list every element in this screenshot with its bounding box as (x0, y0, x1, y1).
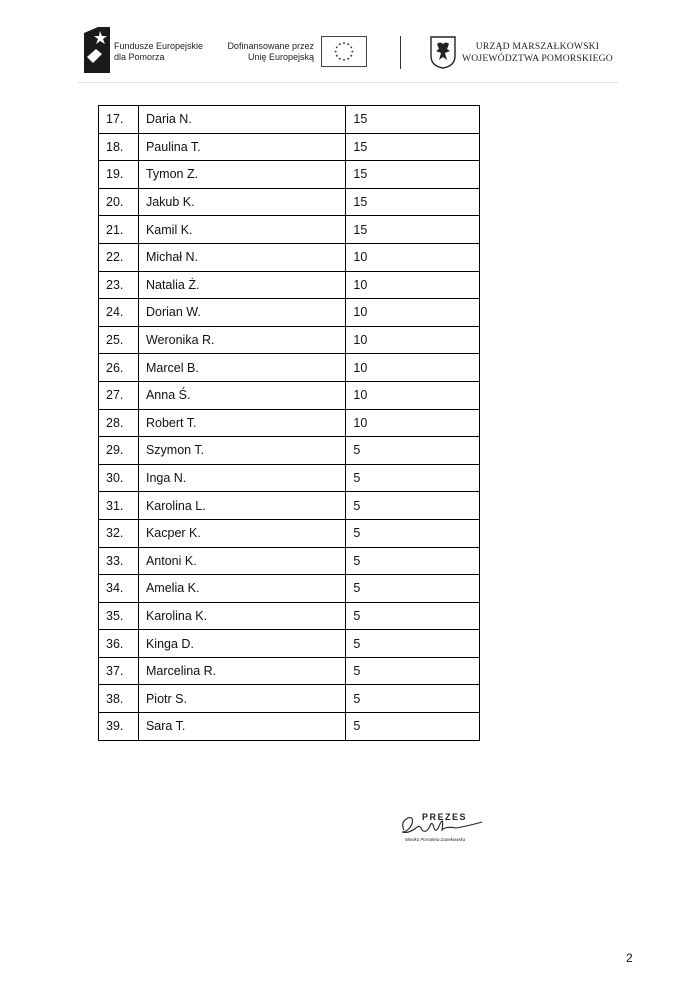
points-value: 15 (346, 106, 480, 134)
row-number: 38. (99, 685, 139, 713)
participant-name: Michał N. (138, 243, 345, 271)
row-number: 33. (99, 547, 139, 575)
participant-name: Marcelina R. (138, 657, 345, 685)
table-row (99, 271, 480, 299)
fundusze-europejskie-text (114, 41, 203, 63)
row-number: 36. (99, 630, 139, 658)
points-value: 10 (346, 381, 480, 409)
participant-name: Antoni K. (138, 547, 345, 575)
participant-name: Kacper K. (138, 519, 345, 547)
row-number: 30. (99, 464, 139, 492)
row-number: 18. (99, 133, 139, 161)
points-value: 15 (346, 161, 480, 189)
table-row (99, 657, 480, 685)
fundusze-europejskie-logo-icon (84, 27, 110, 73)
row-number: 31. (99, 492, 139, 520)
row-number: 20. (99, 188, 139, 216)
participant-name: Amelia K. (138, 575, 345, 603)
points-value: 5 (346, 437, 480, 465)
participant-name: Sara T. (138, 713, 345, 741)
points-value: 10 (346, 326, 480, 354)
table-row (99, 161, 480, 189)
table-row (99, 547, 480, 575)
signature-stamp (398, 808, 488, 846)
row-number: 35. (99, 602, 139, 630)
points-value: 10 (346, 271, 480, 299)
fe-line-2: dla Pomorza (114, 52, 165, 62)
points-value: 5 (346, 464, 480, 492)
table-row (99, 243, 480, 271)
points-value: 5 (346, 602, 480, 630)
points-value: 10 (346, 299, 480, 327)
table-row (99, 630, 480, 658)
points-value: 5 (346, 492, 480, 520)
participant-name: Piotr S. (138, 685, 345, 713)
points-value: 15 (346, 216, 480, 244)
participant-name: Paulina T. (138, 133, 345, 161)
row-number: 24. (99, 299, 139, 327)
row-number: 23. (99, 271, 139, 299)
row-number: 37. (99, 657, 139, 685)
table-row (99, 188, 480, 216)
row-number: 21. (99, 216, 139, 244)
eu-flag-icon (321, 36, 367, 67)
table-row (99, 326, 480, 354)
eu-line-2: Unię Europejską (247, 52, 314, 62)
urzad-marszalkowski-text (462, 41, 613, 65)
participant-name: Jakub K. (138, 188, 345, 216)
table-row (99, 685, 480, 713)
participant-name: Kinga D. (138, 630, 345, 658)
um-line-2: WOJEWÓDZTWA POMORSKIEGO (462, 53, 613, 64)
points-value: 15 (346, 188, 480, 216)
points-value: 5 (346, 685, 480, 713)
participant-name: Robert T. (138, 409, 345, 437)
points-value: 10 (346, 243, 480, 271)
participant-name: Natalia Ż. (138, 271, 345, 299)
points-value: 15 (346, 133, 480, 161)
signature-name: Monika Pornaleta-Zaoekowska (405, 837, 466, 842)
points-value: 5 (346, 547, 480, 575)
row-number: 25. (99, 326, 139, 354)
results-table (98, 105, 480, 741)
participant-name: Karolina L. (138, 492, 345, 520)
table-row (99, 492, 480, 520)
page-number: 2 (626, 951, 633, 965)
header-separator (400, 36, 401, 69)
table-row (99, 713, 480, 741)
points-value: 5 (346, 630, 480, 658)
row-number: 29. (99, 437, 139, 465)
table-row (99, 464, 480, 492)
table-row (99, 575, 480, 603)
participant-name: Inga N. (138, 464, 345, 492)
row-number: 28. (99, 409, 139, 437)
table-row (99, 216, 480, 244)
points-value: 10 (346, 409, 480, 437)
points-value: 10 (346, 354, 480, 382)
eu-funding-text (220, 41, 314, 63)
table-row (99, 381, 480, 409)
participant-name: Kamil K. (138, 216, 345, 244)
table-row (99, 299, 480, 327)
row-number: 34. (99, 575, 139, 603)
row-number: 22. (99, 243, 139, 271)
pomorskie-crest-icon (430, 36, 456, 69)
document-header (0, 0, 686, 84)
results-table-body (99, 106, 480, 741)
table-row (99, 437, 480, 465)
table-row (99, 409, 480, 437)
row-number: 17. (99, 106, 139, 134)
table-row (99, 602, 480, 630)
row-number: 19. (99, 161, 139, 189)
participant-name: Tymon Z. (138, 161, 345, 189)
signature-title: PREZES (422, 812, 468, 822)
participant-name: Weronika R. (138, 326, 345, 354)
header-divider (78, 82, 618, 83)
participant-name: Karolina K. (138, 602, 345, 630)
participant-name: Szymon T. (138, 437, 345, 465)
table-row (99, 354, 480, 382)
participant-name: Marcel B. (138, 354, 345, 382)
row-number: 39. (99, 713, 139, 741)
points-value: 5 (346, 657, 480, 685)
table-row (99, 106, 480, 134)
fe-line-1: Fundusze Europejskie (114, 41, 204, 51)
row-number: 32. (99, 519, 139, 547)
points-value: 5 (346, 713, 480, 741)
points-value: 5 (346, 575, 480, 603)
table-row (99, 133, 480, 161)
table-row (99, 519, 480, 547)
row-number: 27. (99, 381, 139, 409)
participant-name: Anna Ś. (138, 381, 345, 409)
points-value: 5 (346, 519, 480, 547)
um-line-1: URZĄD MARSZAŁKOWSKI (475, 41, 600, 52)
row-number: 26. (99, 354, 139, 382)
participant-name: Dorian W. (138, 299, 345, 327)
participant-name: Daria N. (138, 106, 345, 134)
eu-line-1: Dofinansowane przez (227, 41, 314, 51)
